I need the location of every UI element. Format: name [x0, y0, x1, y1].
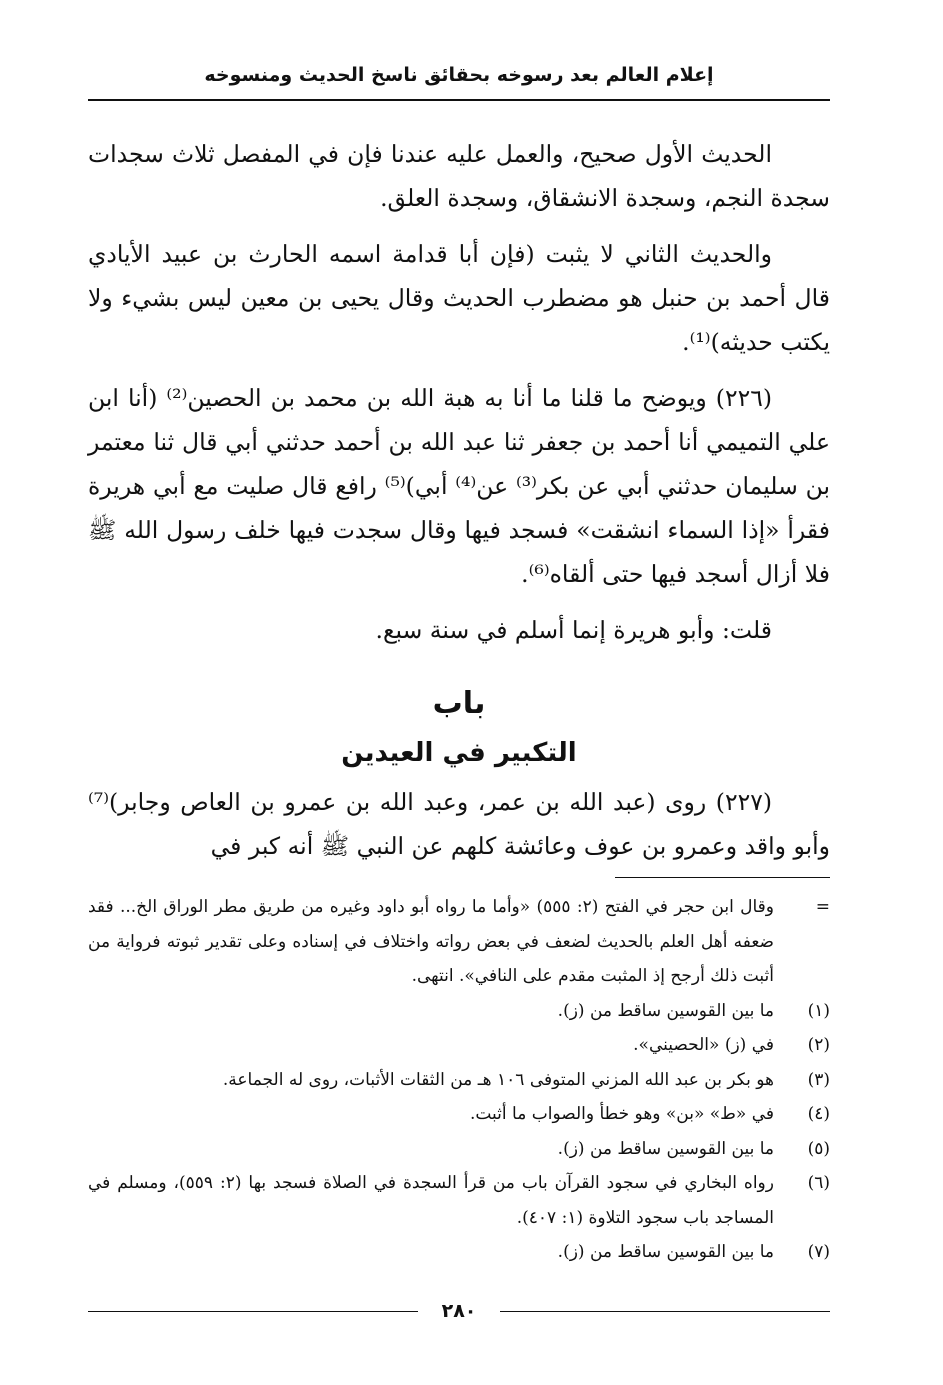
footnote-item — [88, 890, 830, 994]
header-rule — [88, 99, 830, 101]
footnote-item — [88, 994, 830, 1029]
footnote-text: وقال ابن حجر في الفتح (٢: ٥٥٥) «وأما ما رواه أبو داود وغيره من طريق مطر الوراق الخ... فقد ضعفه أهل العلم بالحديث لضعف في بعض رواته واختلاف في إسناده وعلى تقدير ثبوته فرواية من أثبت ذلك أرجح إذ المثبت مقدم على النافي». انتهى. — [88, 897, 775, 986]
footnote-item — [88, 1097, 830, 1132]
footnote-number: (٥) — [807, 1138, 830, 1159]
footnote-number: = — [815, 897, 830, 917]
footnote-text: هو بكر بن عبد الله المزني المتوفى ١٠٦ هـ من الثقات الأثبات، روى له الجماعة. — [222, 1069, 774, 1090]
footnote-number: (٣) — [807, 1069, 830, 1090]
footnote-item — [88, 1028, 830, 1063]
footnote-text: في (ز) «الحصيني». — [633, 1035, 774, 1055]
footnote-text: ما بين القوسين ساقط من (ز). — [557, 1000, 774, 1021]
footnotes — [88, 890, 830, 1270]
chapter-heading: باب — [432, 686, 486, 721]
paragraph: (٢٢٧) روى (عبد الله بن عمر، وعبد الله بن عمرو بن العاص وجابر)⁽⁷⁾ وأبو واقد وعمرو بن عوف وعائشة كلهم عن النبي ﷺ أنه كبر في — [88, 788, 830, 860]
main-text — [88, 132, 830, 880]
page-number: ٢٨٠ — [441, 1300, 477, 1322]
footnote-separator — [615, 877, 830, 878]
footnote-item — [88, 1132, 830, 1167]
footer-rule-right — [500, 1311, 830, 1312]
paragraph: الحديث الأول صحيح، والعمل عليه عندنا فإن في المفصل ثلاث سجدات سجدة النجم، وسجدة الانشقاق، وسجدة العلق. — [88, 140, 830, 212]
chapter-title: التكبير في العيدين — [341, 738, 577, 768]
footnote-item — [88, 1235, 830, 1270]
footnote-text: ما بين القوسين ساقط من (ز). — [557, 1138, 774, 1159]
paragraph: قلت: وأبو هريرة إنما أسلم في سنة سبع. — [375, 616, 772, 644]
footnote-text: في «ط» «بن» وهو خطأ والصواب ما أثبت. — [469, 1104, 774, 1124]
footnote-number: (٦) — [807, 1173, 830, 1193]
page-footer — [88, 1297, 830, 1325]
paragraph: (٢٢٦) ويوضح ما قلنا ما أنا به هبة الله بن محمد بن الحصين⁽²⁾ (أنا ابن علي التميمي أنا أحمد بن جعفر ثنا عبد الله بن أحمد حدثني أبي قال ثنا معتمر بن سليمان حدثني أبي عن بكر⁽³⁾ عن⁽⁴⁾ أبي)⁽⁵⁾ رافع قال صليت مع أبي هريرة فقرأ «إذا السماء انشقت» فسجد فيها وقال سجدت فيها خلف رسول الله ﷺ فلا أزال أسجد فيها حتى ألقاه⁽⁶⁾. — [88, 384, 831, 588]
running-header: إعلام العالم بعد رسوخه بحقائق ناسخ الحديث ومنسوخه — [204, 64, 714, 86]
footnote-text: ما بين القوسين ساقط من (ز). — [557, 1242, 774, 1262]
footer-rule-left — [88, 1311, 418, 1312]
footnote-item — [88, 1166, 830, 1235]
footnote-number: (٢) — [807, 1035, 830, 1055]
paragraph: والحديث الثاني لا يثبت (فإن أبا قدامة اسمه الحارث بن عبيد الأيادي قال أحمد بن حنبل هو مضطرب الحديث وقال يحيى بن معين ليس بشيء ولا يكتب حديثه)⁽¹⁾. — [88, 240, 830, 356]
footnote-number: (٧) — [807, 1242, 830, 1262]
footnote-item — [88, 1063, 830, 1098]
footnote-number: (٤) — [807, 1104, 830, 1124]
footnote-text: رواه البخاري في سجود القرآن باب من قرأ السجدة في الصلاة فسجد بها (٢: ٥٥٩)، ومسلم في المساجد باب سجود التلاوة (١: ٤٠٧). — [88, 1173, 774, 1228]
footnote-number: (١) — [807, 1000, 830, 1021]
